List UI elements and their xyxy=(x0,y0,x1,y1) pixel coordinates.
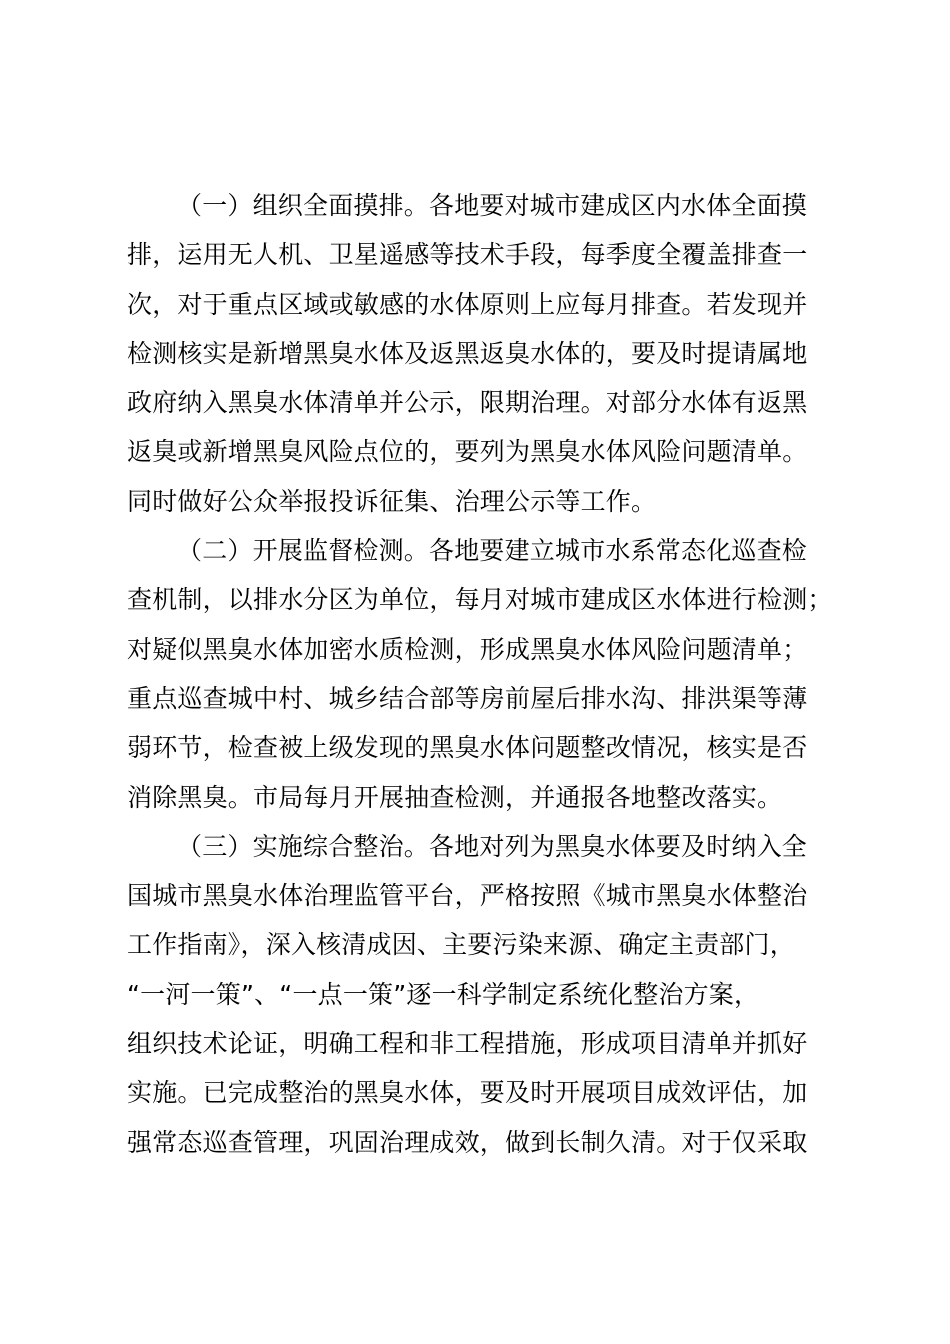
text-line: 国城市黑臭水体治理监管平台，严格按照《城市黑臭水体整治 xyxy=(127,881,808,911)
text-line: （一）组织全面摸排。各地要对城市建成区内水体全面摸 xyxy=(177,191,808,220)
text-line: 工作指南》，深入核清成因、主要污染来源、确定主责部门， xyxy=(127,930,795,960)
paragraph-1 xyxy=(127,181,832,526)
text-line: 对疑似黑臭水体加密水质检测，形成黑臭水体风险问题清单； xyxy=(127,634,808,664)
text-line: 强常态巡查管理，巩固治理成效，做到长制久清。对于仅采取 xyxy=(127,1127,808,1157)
document-body xyxy=(127,181,832,1167)
text-line: 实施。已完成整治的黑臭水体，要及时开展项目成效评估，加 xyxy=(127,1078,808,1108)
text-line: 同时做好公众举报投诉征集、治理公示等工作。 xyxy=(127,486,657,516)
text-line: 消除黑臭。市局每月开展抽查检测，并通报各地整改落实。 xyxy=(127,782,783,812)
text-line: 排，运用无人机、卫星遥感等技术手段，每季度全覆盖排查一 xyxy=(127,240,808,270)
text-line: 政府纳入黑臭水体清单并公示，限期治理。对部分水体有返黑 xyxy=(127,388,808,418)
text-line: （三）实施综合整治。各地对列为黑臭水体要及时纳入全 xyxy=(177,831,808,861)
paragraph-3 xyxy=(127,822,832,1167)
text-line: 返臭或新增黑臭风险点位的，要列为黑臭水体风险问题清单。 xyxy=(127,437,808,467)
text-line: （二）开展监督检测。各地要建立城市水系常态化巡查检 xyxy=(177,536,808,566)
text-line: 检测核实是新增黑臭水体及返黑返臭水体的，要及时提请属地 xyxy=(127,338,808,368)
text-line: “一河一策”、“一点一策”逐一科学制定系统化整治方案， xyxy=(127,979,760,1009)
text-line: 重点巡查城中村、城乡结合部等房前屋后排水沟、排洪渠等薄 xyxy=(127,683,808,713)
text-line: 组织技术论证，明确工程和非工程措施，形成项目清单并抓好 xyxy=(127,1029,808,1059)
text-line: 次，对于重点区域或敏感的水体原则上应每月排查。若发现并 xyxy=(127,289,808,319)
text-line: 弱环节，检查被上级发现的黑臭水体问题整改情况，核实是否 xyxy=(127,733,808,763)
text-line: 查机制，以排水分区为单位，每月对城市建成区水体进行检测； xyxy=(127,585,833,615)
paragraph-2 xyxy=(127,526,832,822)
